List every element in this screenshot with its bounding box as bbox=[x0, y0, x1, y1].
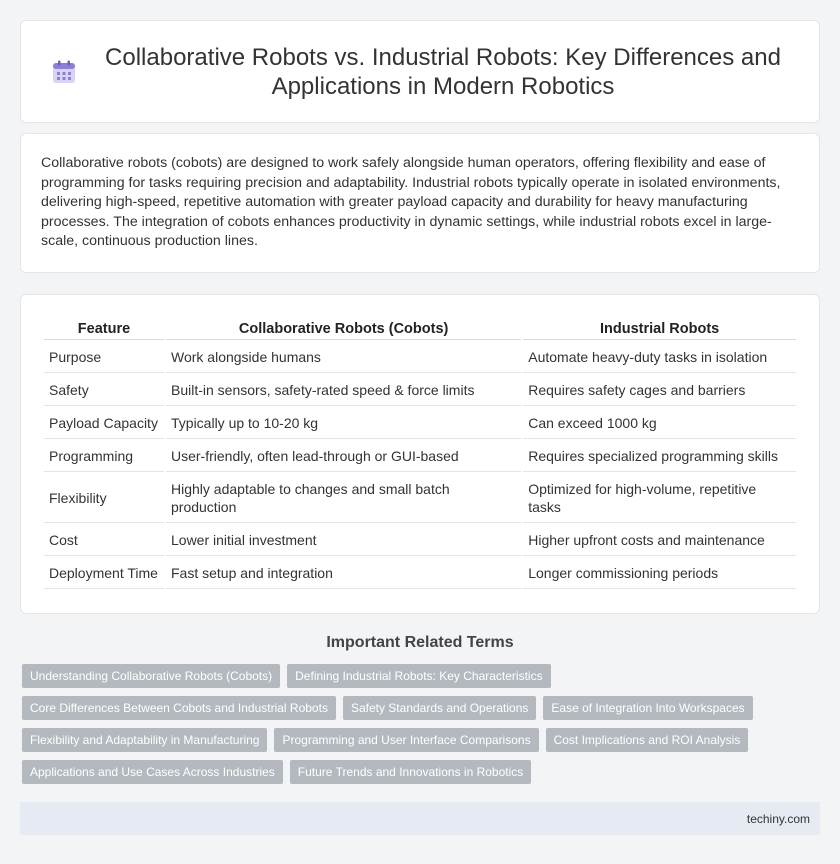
footer bbox=[20, 802, 820, 835]
table-cell-cobots: Work alongside humans bbox=[166, 342, 521, 373]
table-cell-feature: Programming bbox=[44, 441, 164, 472]
table-cell-industrial: Higher upfront costs and maintenance bbox=[523, 525, 796, 556]
table-cell-feature: Purpose bbox=[44, 342, 164, 373]
comparison-table-card bbox=[20, 294, 820, 614]
table-cell-cobots: Fast setup and integration bbox=[166, 558, 521, 589]
table-cell-cobots: Typically up to 10-20 kg bbox=[166, 408, 521, 439]
table-cell-feature: Safety bbox=[44, 375, 164, 406]
column-header-cobots: Collaborative Robots (Cobots) bbox=[166, 317, 521, 340]
related-term-tag[interactable]: Future Trends and Innovations in Robotics bbox=[290, 760, 531, 784]
column-header-feature: Feature bbox=[44, 317, 164, 340]
related-term-tag[interactable]: Understanding Collaborative Robots (Cobots) bbox=[22, 664, 280, 688]
related-term-tag[interactable]: Safety Standards and Operations bbox=[343, 696, 536, 720]
title-card bbox=[20, 20, 820, 123]
table-cell-cobots: Highly adaptable to changes and small batch production bbox=[166, 474, 521, 523]
intro-card bbox=[20, 133, 820, 273]
table-row bbox=[44, 441, 796, 472]
intro-text: Collaborative robots (cobots) are designed to work safely alongside human operators, offering flexibility and ease of programming for tasks requiring precision and adaptability. Industrial robots typically operate in isolated environments, delivering high-speed, repetitive automation with greater payload capacity and durability for heavy manufacturing processes. The integration of cobots enhances productivity in dynamic settings, while industrial robots excel in large-scale, continuous production lines. bbox=[41, 155, 781, 249]
table-cell-feature: Cost bbox=[44, 525, 164, 556]
table-cell-cobots: User-friendly, often lead-through or GUI-based bbox=[166, 441, 521, 472]
table-cell-industrial: Longer commissioning periods bbox=[523, 558, 796, 589]
table-cell-industrial: Requires safety cages and barriers bbox=[523, 375, 796, 406]
table-row bbox=[44, 525, 796, 556]
footer-brand-link[interactable]: techiny.com bbox=[746, 811, 810, 826]
page-title: Collaborative Robots vs. Industrial Robots: Key Differences and Applications in Modern Robotics bbox=[105, 43, 781, 100]
table-row bbox=[44, 474, 796, 523]
table-row bbox=[44, 375, 796, 406]
table-cell-industrial: Can exceed 1000 kg bbox=[523, 408, 796, 439]
table-cell-industrial: Optimized for high-volume, repetitive tasks bbox=[523, 474, 796, 523]
table-cell-cobots: Built-in sensors, safety-rated speed & force limits bbox=[166, 375, 521, 406]
related-term-tag[interactable]: Flexibility and Adaptability in Manufacturing bbox=[22, 728, 267, 752]
table-row bbox=[44, 342, 796, 373]
table-cell-industrial: Automate heavy-duty tasks in isolation bbox=[523, 342, 796, 373]
related-terms-list bbox=[22, 664, 820, 792]
comparison-table bbox=[42, 315, 798, 591]
related-term-tag[interactable]: Defining Industrial Robots: Key Characteristics bbox=[287, 664, 550, 688]
related-term-tag[interactable]: Core Differences Between Cobots and Industrial Robots bbox=[22, 696, 336, 720]
related-term-tag[interactable]: Ease of Integration Into Workspaces bbox=[543, 696, 752, 720]
related-term-tag[interactable]: Cost Implications and ROI Analysis bbox=[546, 728, 749, 752]
table-cell-feature: Payload Capacity bbox=[44, 408, 164, 439]
table-header-row bbox=[44, 317, 796, 340]
table-cell-cobots: Lower initial investment bbox=[166, 525, 521, 556]
calendar-icon bbox=[51, 59, 77, 85]
table-cell-feature: Deployment Time bbox=[44, 558, 164, 589]
related-terms-heading: Important Related Terms bbox=[326, 634, 514, 651]
table-row bbox=[44, 558, 796, 589]
table-cell-feature: Flexibility bbox=[44, 474, 164, 523]
table-cell-industrial: Requires specialized programming skills bbox=[523, 441, 796, 472]
column-header-industrial: Industrial Robots bbox=[523, 317, 796, 340]
related-term-tag[interactable]: Applications and Use Cases Across Industries bbox=[22, 760, 283, 784]
related-term-tag[interactable]: Programming and User Interface Comparisons bbox=[274, 728, 538, 752]
table-row bbox=[44, 408, 796, 439]
